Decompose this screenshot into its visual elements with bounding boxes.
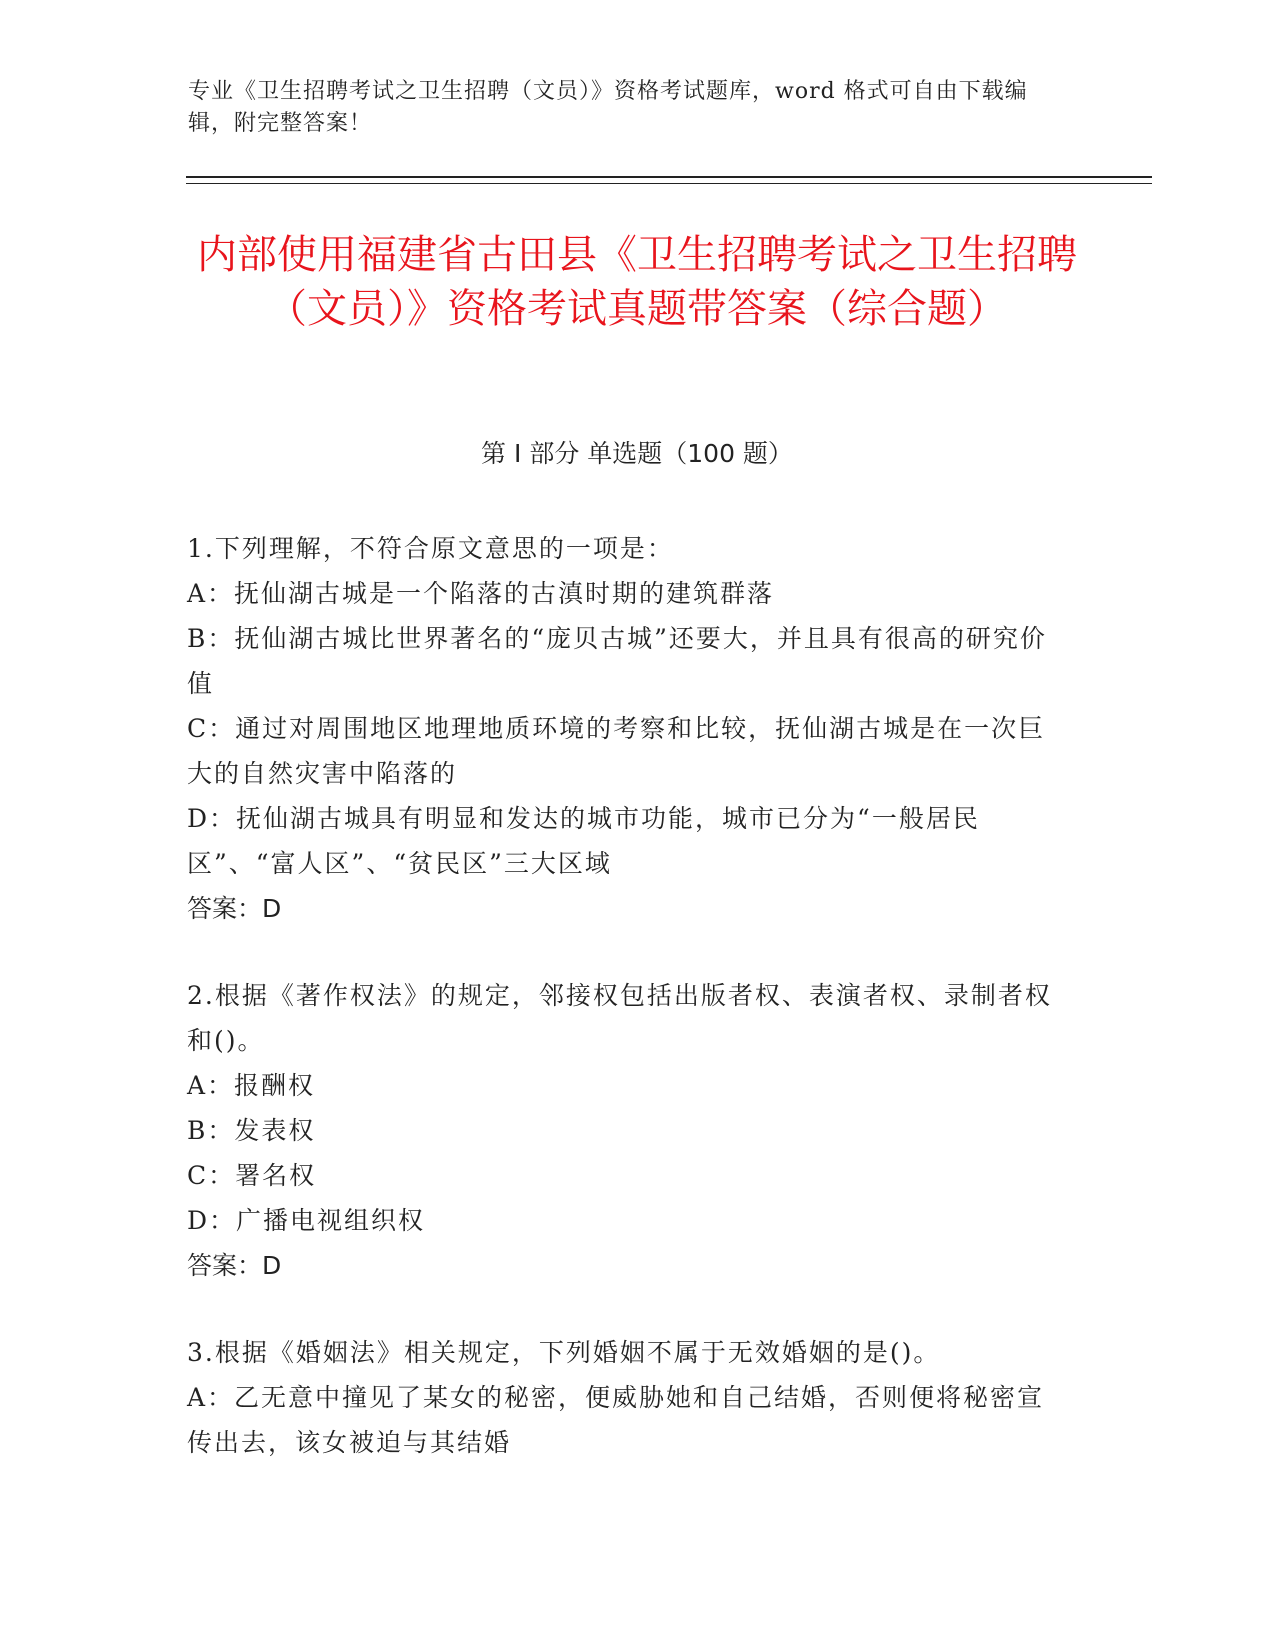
option-a: A：乙无意中撞见了某女的秘密，便威胁她和自己结婚，否则便将秘密宣传出去，该女被迫与其结婚 <box>187 1383 1045 1457</box>
question-stem: 1.下列理解，不符合原文意思的一项是： <box>187 534 674 563</box>
question-2 <box>187 973 1067 1288</box>
option-d: D：抚仙湖古城具有明显和发达的城市功能，城市已分为“一般居民区”、“富人区”、“贫民区”三大区域 <box>187 804 980 878</box>
option-c: C：通过对周围地区地理地质环境的考察和比较，抚仙湖古城是在一次巨大的自然灾害中陷落的 <box>187 714 1046 788</box>
option-a: A：抚仙湖古城是一个陷落的古滇时期的建筑群落 <box>187 579 775 608</box>
question-stem: 2.根据《著作权法》的规定，邻接权包括出版者权、表演者权、录制者权和()。 <box>187 981 1052 1055</box>
header-rule-thick <box>186 176 1152 178</box>
question-1 <box>187 526 1067 931</box>
section-title: 第 I 部分 单选题（100 题） <box>481 439 793 468</box>
document-title: 内部使用福建省古田县《卫生招聘考试之卫生招聘（文员）》资格考试真题带答案（综合题） <box>197 232 1077 332</box>
question-3 <box>187 1330 1067 1465</box>
answer-line: 答案：D <box>187 1251 282 1280</box>
header-rule-thin <box>186 183 1152 184</box>
option-c: C：署名权 <box>187 1161 317 1190</box>
header-note: 专业《卫生招聘考试之卫生招聘（文员）》资格考试题库，word 格式可自由下载编辑，附完整答案！ <box>188 79 1028 136</box>
option-a: A：报酬权 <box>187 1071 316 1100</box>
option-d: D：广播电视组织权 <box>187 1206 426 1235</box>
question-stem: 3.根据《婚姻法》相关规定，下列婚姻不属于无效婚姻的是()。 <box>187 1338 941 1367</box>
answer-line: 答案：D <box>187 894 282 923</box>
question-list <box>187 526 1067 1507</box>
option-b: B：发表权 <box>187 1116 316 1145</box>
option-b: B：抚仙湖古城比世界著名的“庞贝古城”还要大，并且具有很高的研究价值 <box>187 624 1047 698</box>
